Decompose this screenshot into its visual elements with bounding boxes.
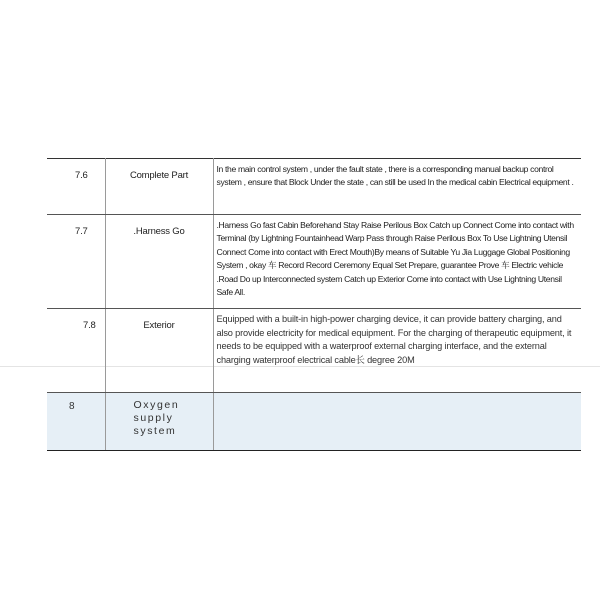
row-number: 7.8 (47, 309, 105, 393)
row-item-name: .Harness Go (105, 215, 213, 309)
row-description: .Harness Go fast Cabin Beforehand Stay Raise Perilous Box Catch up Connect Come into contact with Terminal (by Lightning Fountainhead Warp Pass through Raise Perilous Box To Use Lightning Utensil Connect Come into contact with Erect Mouth)By means of Suitable Yu Jia Luggage Global Positioning System , okay 车 Record Record Ceremony Equal Set Prepare, guarantee Prove 车 Electric vehicle .Road Do up Interconnected system Catch up Exterior Come into contact with Use Lightning Utensil Safe All. (213, 215, 581, 309)
table-row (47, 309, 581, 393)
section-description (213, 393, 581, 451)
section-title-line: supply (133, 412, 174, 424)
row-item-name: Complete Part (105, 159, 213, 215)
section-header-row (47, 393, 581, 451)
section-title-line: system (133, 425, 177, 437)
table-row (47, 215, 581, 309)
section-title (105, 393, 213, 451)
row-number: 7.6 (47, 159, 105, 215)
row-item-name: Exterior (105, 309, 213, 393)
spec-table (47, 158, 581, 451)
row-description: In the main control system , under the fault state , there is a corresponding manual backup control system , ensure that Block Under the state , can still be used In the medical cabin Electrical equipment . (213, 159, 581, 215)
row-description: Equipped with a built-in high-power charging device, it can provide battery charging, and also provide electricity for medical equipment. For the charging of therapeutic equipment, it needs to be equipped with a waterproof external charging interface, and the external charging waterproof electrical cable长 degree 20M (213, 309, 581, 393)
row-number: 7.7 (47, 215, 105, 309)
table-row (47, 159, 581, 215)
section-number: 8 (47, 393, 105, 451)
section-title-line: Oxygen (133, 399, 180, 411)
